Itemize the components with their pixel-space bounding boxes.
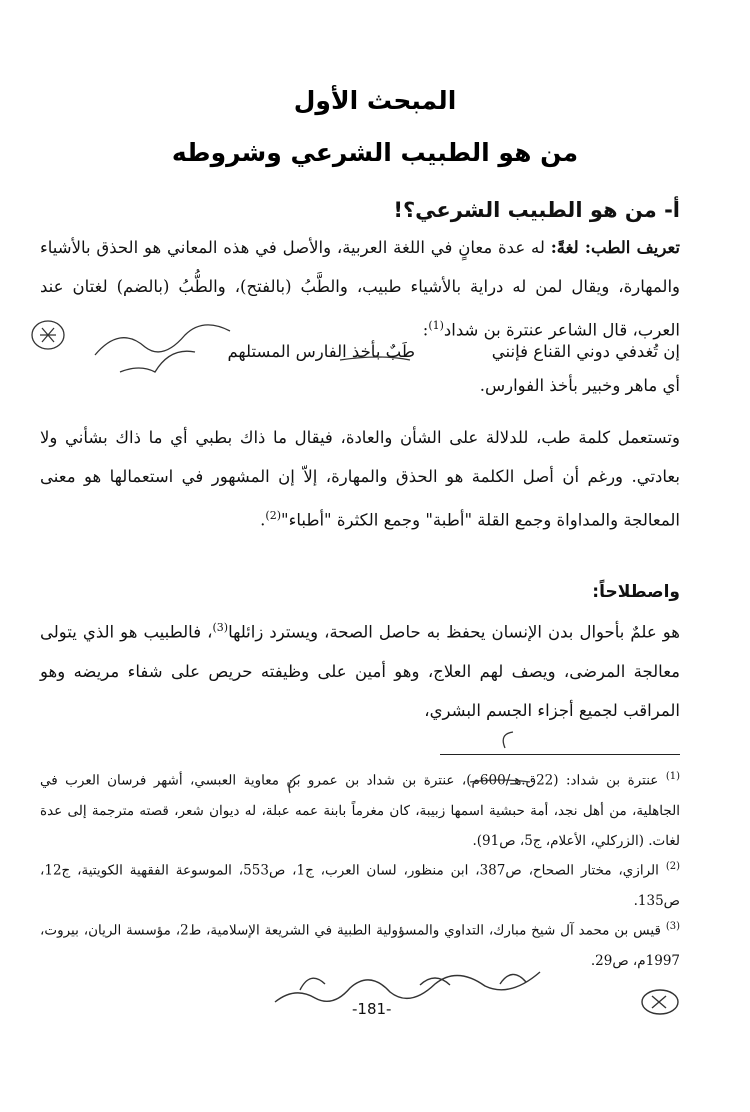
footnote-1-text: عنترة بن شداد: (22ق.هـ/600م)، عنترة بن شداد بن عمرو بن معاوية العبسي، أشهر فرسان العرب في الجاهلية، من أهل نجد، أمة حبشية اسمها زبيبة، كان مغرماً بابنة عمه عبلة، له ديوان شعر، قصته مترجمة إلى عدة لغات. (الزركلي، الأعلام، ج5، ص91). <box>40 772 680 849</box>
page-number: -181- <box>352 1000 392 1018</box>
bottom-scrawl-stroke-2 <box>300 974 526 990</box>
usage-text: وتستعمل كلمة طب، للدلالة على الشأن والعادة، فيقال ما ذاك بطبي أي ما ذاك بشأني ولا بعادتي. ورغم أن أصل الكلمة هو الحذق والمهارة، إلاّ إن المشهور في استعمالها هو معنى المعالجة والمداواة وجمع القلة "أطبة" وجمع الكثرة "أطباء" <box>40 428 680 530</box>
terminology-text: هو علمٌ بأحوال بدن الإنسان يحفظ به حاصل الصحة، ويسترد زائلها <box>228 622 680 642</box>
chapter-title: المبحث الأول <box>293 86 457 115</box>
terminology-paragraph <box>40 608 680 730</box>
definition-lead: تعريف الطب: لغةً: <box>550 238 681 257</box>
footnote-1 <box>40 762 680 856</box>
footnote-ref-1: (1) <box>428 319 444 332</box>
definition-text: له عدة معانٍ في اللغة العربية، والأصل في هذه المعاني هو الحذق بالأشياء والمهارة، ويقال لمن له دراية بالأشياء طبيب، والطَّبُ (بالفتح)، والطُّبُ (بالضم) لغتان عند العرب، قال الشاعر عنترة بن شداد <box>40 238 680 340</box>
bottom-asterisk-mark <box>652 996 666 1008</box>
section-heading: أ- من هو الطبيب الشرعي؟! <box>393 198 680 222</box>
terminology-end: ، فالطبيب هو الذي يتولى معالجة المرضى، ويصف لهم العلاج، وهو أمين على وظيفته حريص على شفاء مريضه وهو المراقب لجميع أجزاء الجسم البشري، <box>40 622 680 720</box>
footnote-1-number: (1) <box>665 771 680 782</box>
verse-explanation: أي ماهر وخبير بأخذ الفوارس. <box>479 376 680 395</box>
bottom-handwriting <box>275 972 678 1014</box>
bottom-scrawl-stroke <box>275 972 540 1002</box>
istilahan-heading: واصطلاحاً: <box>592 582 680 602</box>
bottom-circle <box>642 990 678 1014</box>
footnote-2-number: (2) <box>665 861 680 872</box>
margin-handwriting-stroke-2 <box>120 351 195 372</box>
footnote-ref-2: (2) <box>265 509 281 522</box>
verse-second-hemistich: طَبٌ بأخذ الفارس المستلهم <box>227 342 415 361</box>
footnote-2 <box>40 852 680 916</box>
verse-first-hemistich: إن تُغدفي دوني القناع فإنني <box>491 342 680 361</box>
footnote-3-text: قيس بن محمد آل شيخ مبارك، التداوي والمسؤولية الطبية في الشريعة الإسلامية، ط2، مؤسسة الريان، بيروت، 1997م، ص29. <box>40 922 680 969</box>
footnote-ref-3: (3) <box>212 621 229 634</box>
footnote-3-number: (3) <box>665 921 680 932</box>
footnote-mark-stroke <box>503 732 513 748</box>
footnote-2-text: الرازي، مختار الصحاح، ص387، ابن منظور، لسان العرب، ج1، ص553، الموسوعة الفقهية الكويتية، ج12، ص135. <box>40 862 680 909</box>
footnote-divider <box>440 754 680 755</box>
chapter-subtitle: من هو الطبيب الشرعي وشروطه <box>171 138 579 167</box>
definition-paragraph <box>40 228 680 350</box>
definition-end: : <box>422 320 429 340</box>
usage-end: . <box>260 510 266 530</box>
usage-paragraph <box>40 418 680 540</box>
footnote-3 <box>40 912 680 976</box>
